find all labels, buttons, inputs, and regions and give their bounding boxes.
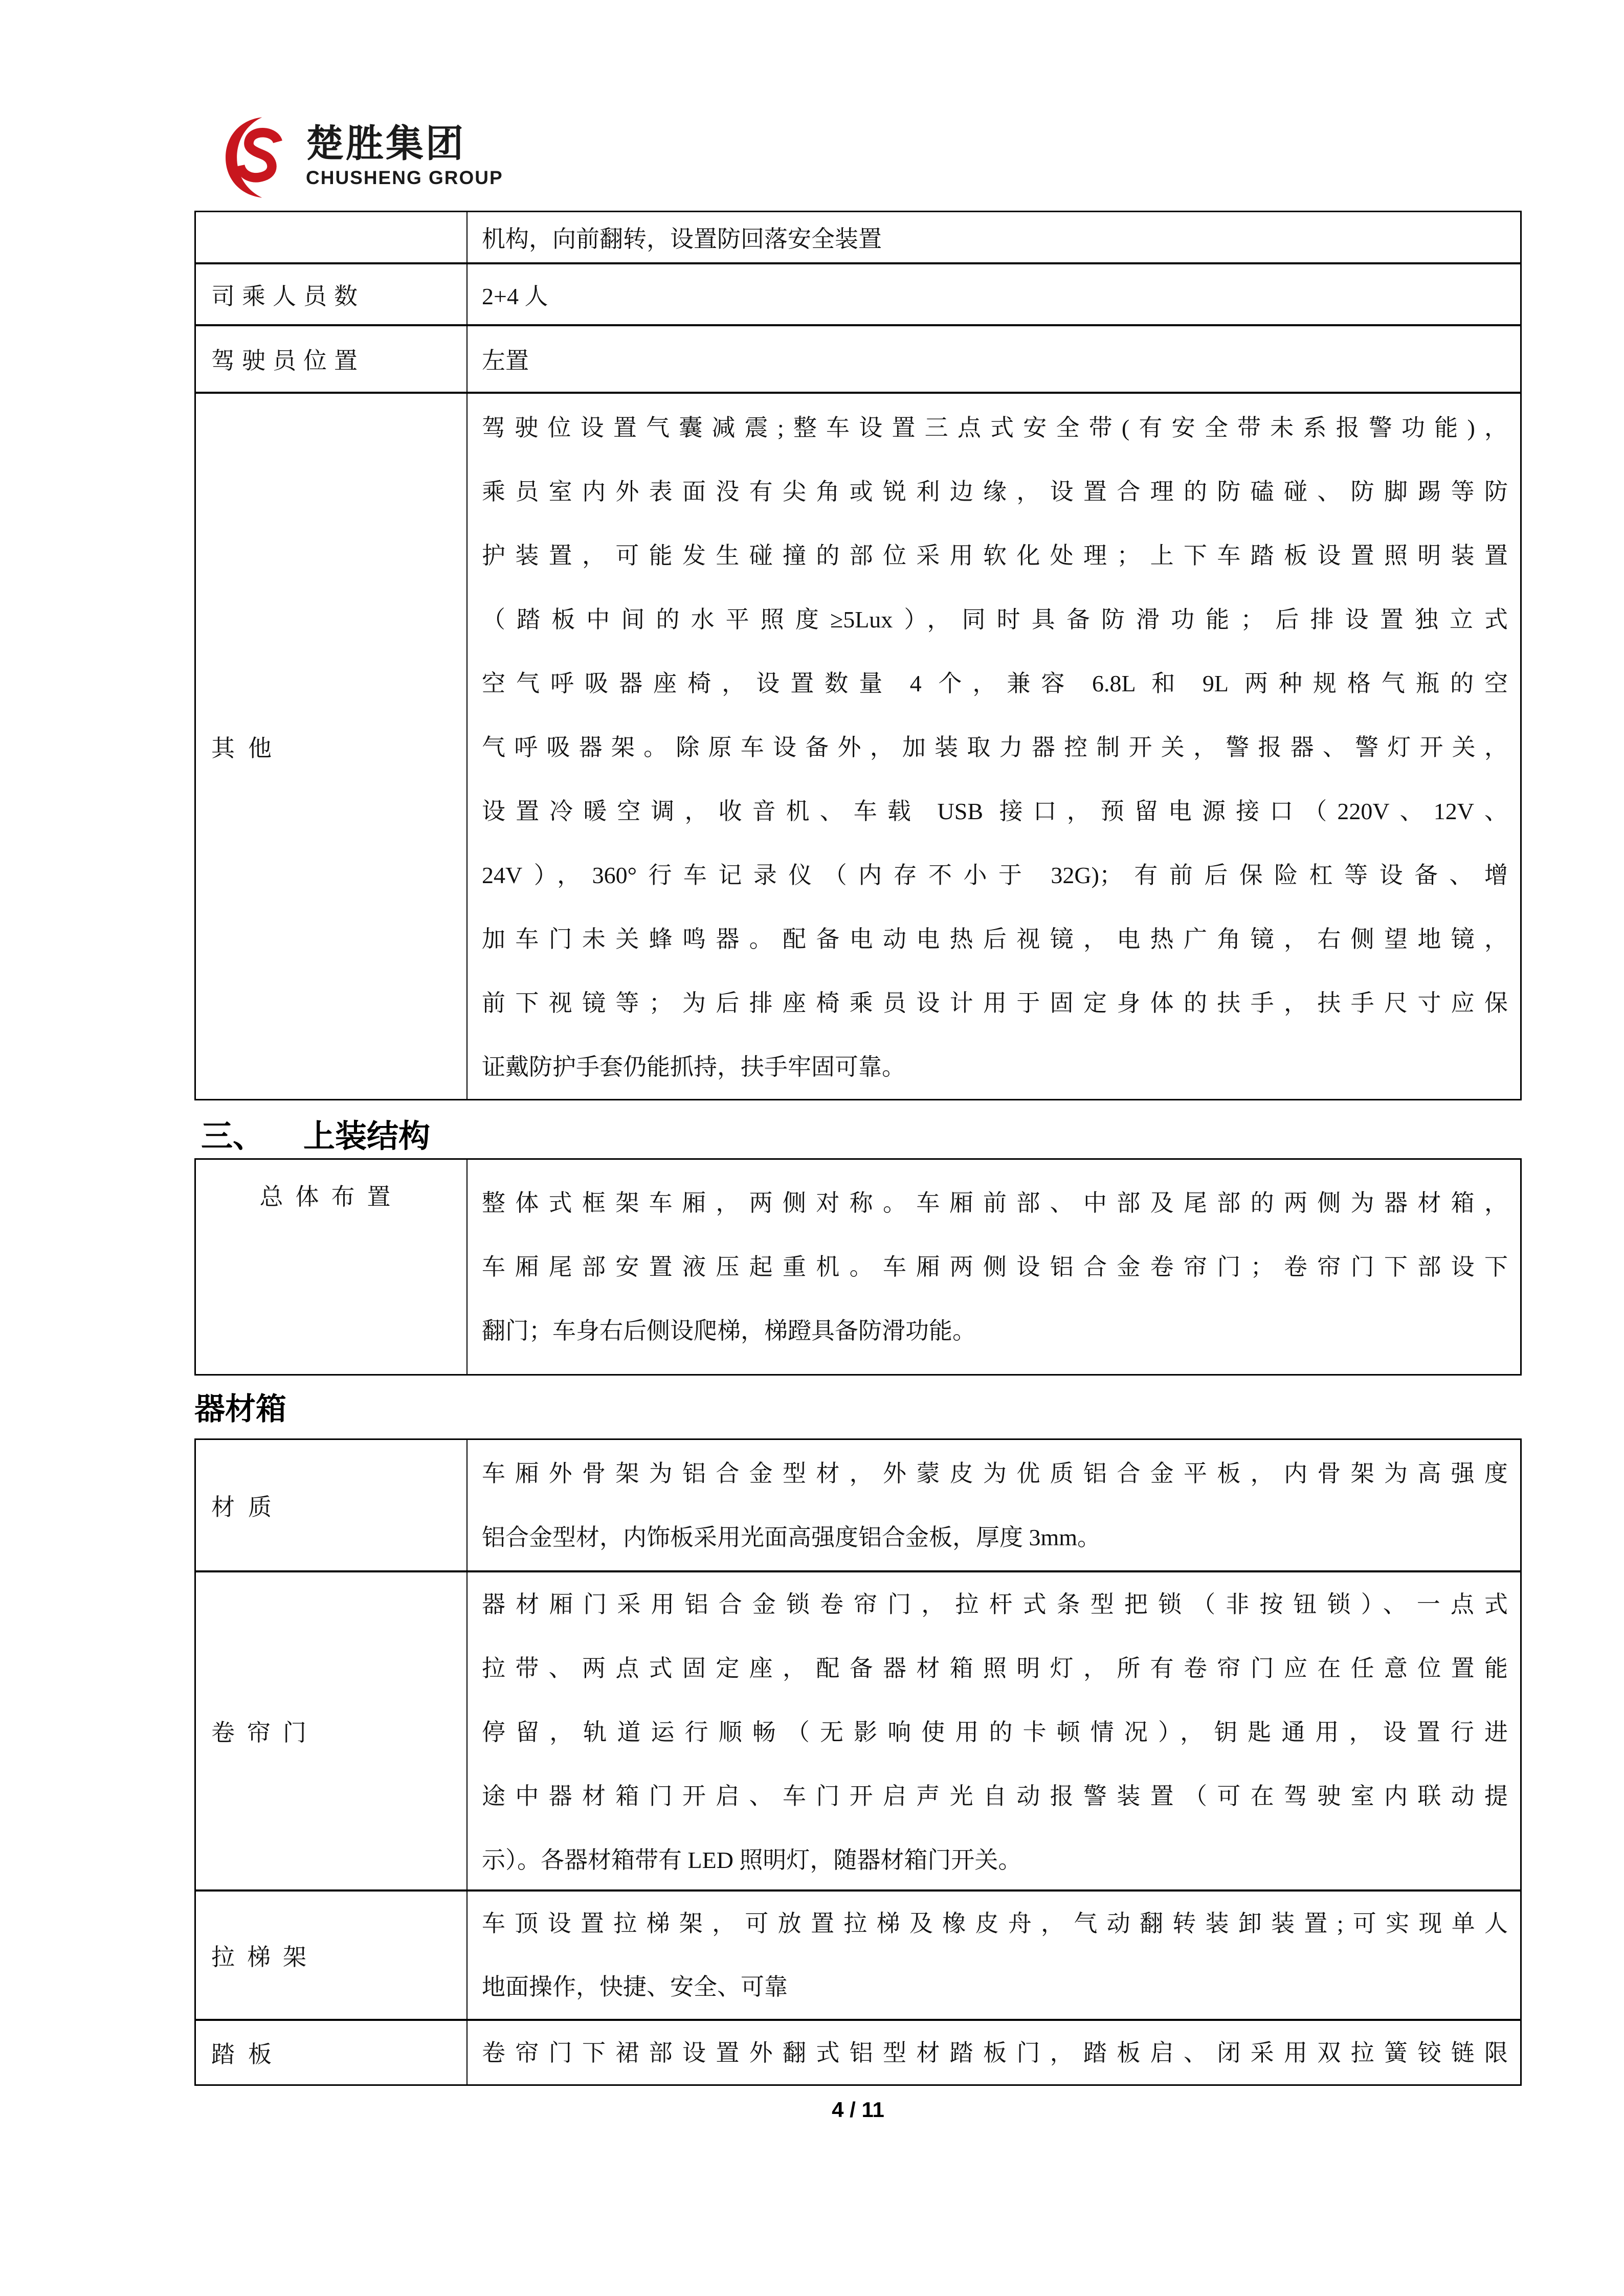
- company-logo: [217, 114, 503, 201]
- spec-table-layout: [194, 1158, 1522, 1376]
- value-cell: [468, 212, 1520, 262]
- label-cell-empty: [196, 212, 468, 262]
- page-number: 4 / 11: [832, 2098, 884, 2122]
- text-line: 车顶设置拉梯架，可放置拉梯及橡皮舟，气动翻转装卸装置;可实现单人: [482, 1910, 1508, 1937]
- value-cell: [468, 1160, 1520, 1374]
- table-row-driver-position: [196, 324, 1520, 392]
- text-line: 翻门；车身右后侧设爬梯，梯蹬具备防滑功能。: [482, 1318, 976, 1344]
- section-number: 三、: [201, 1119, 265, 1154]
- label-cell-other: 其他: [196, 394, 468, 1099]
- table-row-general-layout: [196, 1160, 1520, 1374]
- text-line: 车厢尾部安置液压起重机。车厢两侧设铝合金卷帘门；卷帘门下部设下: [482, 1254, 1508, 1280]
- table-row-crew-count: [196, 262, 1520, 324]
- label-cell-crew-count: 司乘人员数: [196, 264, 468, 324]
- value-cell: [468, 1892, 1520, 2019]
- text-line: 卷帘门下裙部设置外翻式铝型材踏板门，踏板启、闭采用双拉簧铰链限: [482, 2040, 1508, 2066]
- table-row-rolling-door: [196, 1570, 1520, 1889]
- value-cell: [468, 2021, 1520, 2084]
- value-cell: [468, 326, 1520, 392]
- text-line: 器材厢门采用铝合金锁卷帘门，拉杆式条型把锁（非按钮锁）、一点式: [482, 1591, 1508, 1617]
- text-line: 气呼吸器架。除原车设备外，加装取力器控制开关，警报器、警灯开关，: [482, 734, 1508, 760]
- text-line: 停留，轨道运行顺畅（无影响使用的卡顿情况），钥匙通用，设置行进: [482, 1719, 1508, 1745]
- label-cell-driver-position: 驾驶员位置: [196, 326, 468, 392]
- text-line: 24V），360°行车记录仪（内存不小于 32G)；有前后保险杠等设备、增: [482, 862, 1508, 888]
- text-line: 整体式框架车厢，两侧对称。车厢前部、中部及尾部的两侧为器材箱，: [482, 1190, 1508, 1216]
- logo-brand-cn: 楚胜集团: [306, 122, 465, 165]
- section-title: 上装结构: [303, 1119, 431, 1154]
- text-line: 设置冷暖空调，收音机、车载 USB 接口，预留电源接口（220V、12V、: [482, 798, 1508, 824]
- table-row-pedal: [196, 2019, 1520, 2084]
- label-cell-general-layout: 总体布置: [196, 1160, 468, 1374]
- subsection-heading: 器材箱: [194, 1392, 286, 1426]
- value-cell: [468, 394, 1520, 1099]
- text-line: 证戴防护手套仍能抓持，扶手牢固可靠。: [482, 1054, 905, 1080]
- logo-text-block: [306, 114, 503, 189]
- text-line: 驾驶位设置气囊减震;整车设置三点式安全带(有安全带未系报警功能)，: [482, 415, 1508, 441]
- text-line: 车厢外骨架为铝合金型材，外蒙皮为优质铝合金平板，内骨架为高强度: [482, 1460, 1508, 1487]
- table-row-ladder-rack: [196, 1889, 1520, 2019]
- text-line: 2+4 人: [482, 283, 548, 309]
- crescent-s-logo-icon: [217, 114, 295, 201]
- text-line: 护装置，可能发生碰撞的部位采用软化处理；上下车踏板设置照明装置: [482, 543, 1508, 569]
- text-line: 前下视镜等；为后排座椅乘员设计用于固定身体的扶手，扶手尺寸应保: [482, 990, 1508, 1016]
- label-cell-material: 材质: [196, 1440, 468, 1570]
- text-line: 拉带、两点式固定座，配备器材箱照明灯，所有卷帘门应在任意位置能: [482, 1655, 1508, 1681]
- label-cell-rolling-door: 卷帘门: [196, 1572, 468, 1889]
- section-heading: [201, 1111, 430, 1156]
- text-line: 铝合金型材，内饰板采用光面高强度铝合金板，厚度 3mm。: [482, 1524, 1101, 1550]
- table-row-material: [196, 1440, 1520, 1570]
- table-row-other: [196, 392, 1520, 1099]
- logo-brand-en: CHUSHENG GROUP: [306, 167, 503, 189]
- spec-table-cab: [194, 211, 1522, 1100]
- text-line: 途中器材箱门开启、车门开启声光自动报警装置（可在驾驶室内联动提: [482, 1783, 1508, 1809]
- text-line: 左置: [482, 348, 529, 374]
- text-line: 加车门未关蜂鸣器。配备电动电热后视镜，电热广角镜，右侧望地镜，: [482, 926, 1508, 952]
- table-row-mechanism-note: [196, 212, 1520, 262]
- value-cell: [468, 1572, 1520, 1889]
- spec-table-equipment-box: [194, 1438, 1522, 2086]
- label-cell-ladder-rack: 拉梯架: [196, 1892, 468, 2019]
- value-cell: [468, 264, 1520, 324]
- text-line: 空气呼吸器座椅，设置数量 4 个，兼容 6.8L 和 9L 两种规格气瓶的空: [482, 670, 1508, 696]
- value-cell: [468, 1440, 1520, 1570]
- label-cell-pedal: 踏板: [196, 2021, 468, 2084]
- text-line: 机构，向前翻转，设置防回落安全装置: [482, 226, 882, 252]
- text-line: 示）。各器材箱带有 LED 照明灯，随器材箱门开关。: [482, 1847, 1022, 1873]
- text-line: 乘员室内外表面没有尖角或锐利边缘，设置合理的防磕碰、防脚踢等防: [482, 479, 1508, 505]
- text-line: 地面操作，快捷、安全、可靠: [482, 1974, 788, 2000]
- text-line: （踏板中间的水平照度≥5Lux），同时具备防滑功能；后排设置独立式: [482, 606, 1508, 633]
